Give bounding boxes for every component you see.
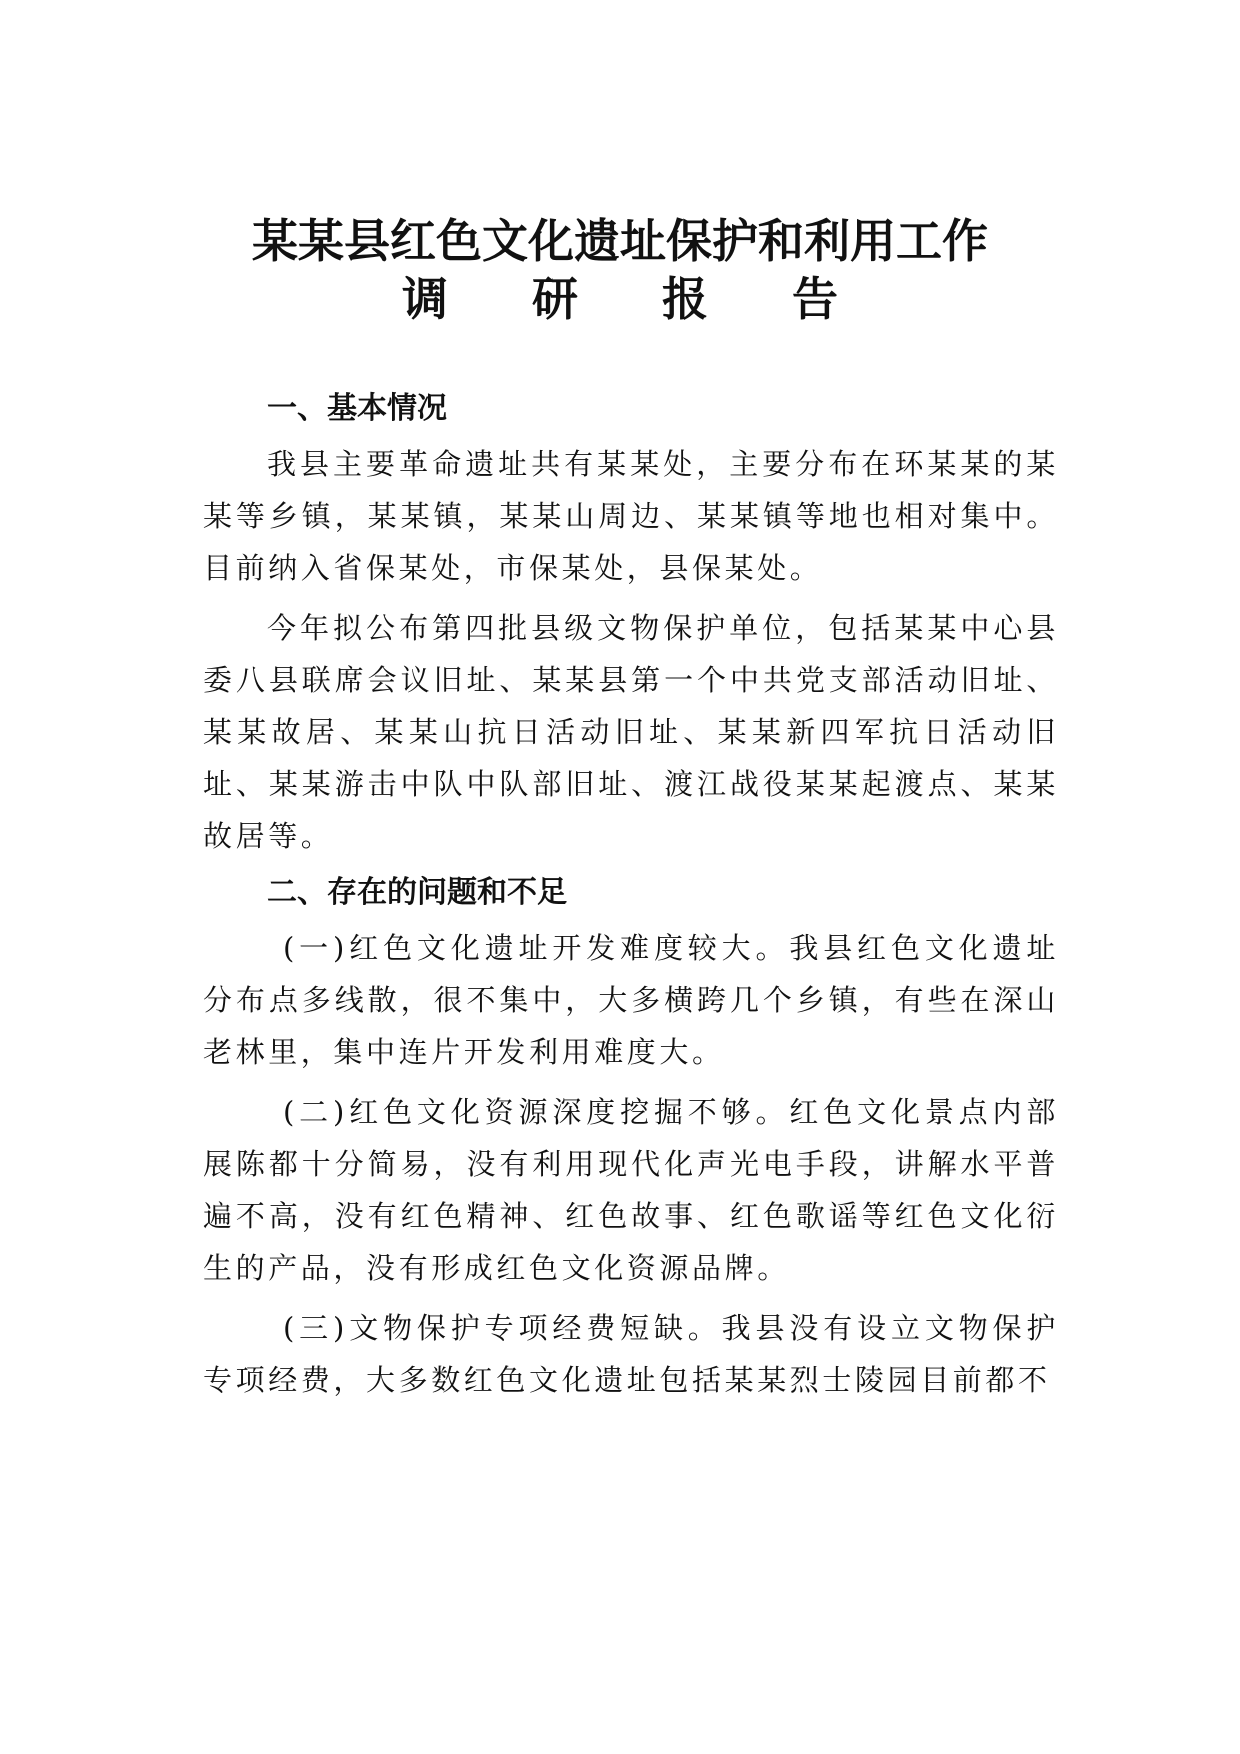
document-title: [0, 212, 1240, 328]
section-heading-problems: 二、存在的问题和不足: [267, 875, 567, 910]
paragraph: (三)文物保护专项经费短缺。我县没有设立文物保护专项经费，大多数红色文化遗址包括某某烈士陵园目前都不: [203, 1311, 1059, 1397]
section-heading-basic-situation: 一、基本情况: [267, 391, 447, 426]
title-line-2: 调 研 报 告: [401, 272, 873, 326]
document-body: [203, 388, 1059, 1414]
paragraph: (二)红色文化资源深度挖掘不够。红色文化景点内部展陈都十分简易，没有利用现代化声光电手段，讲解水平普遍不高，没有红色精神、红色故事、红色歌谣等红色文化衍生的产品，没有形成红色文化资源品牌。: [203, 1095, 1059, 1285]
paragraph: 今年拟公布第四批县级文物保护单位，包括某某中心县委八县联席会议旧址、某某县第一个中共党支部活动旧址、某某故居、某某山抗日活动旧址、某某新四军抗日活动旧址、某某游击中队中队部旧址、渡江战役某某起渡点、某某故居等。: [203, 611, 1059, 853]
paragraph: 我县主要革命遗址共有某某处，主要分布在环某某的某某等乡镇，某某镇，某某山周边、某某镇等地也相对集中。目前纳入省保某处，市保某处，县保某处。: [203, 447, 1059, 585]
title-line-1: 某某县红色文化遗址保护和利用工作: [252, 214, 988, 268]
paragraph: (一)红色文化遗址开发难度较大。我县红色文化遗址分布点多线散，很不集中，大多横跨几个乡镇，有些在深山老林里，集中连片开发利用难度大。: [203, 931, 1059, 1069]
